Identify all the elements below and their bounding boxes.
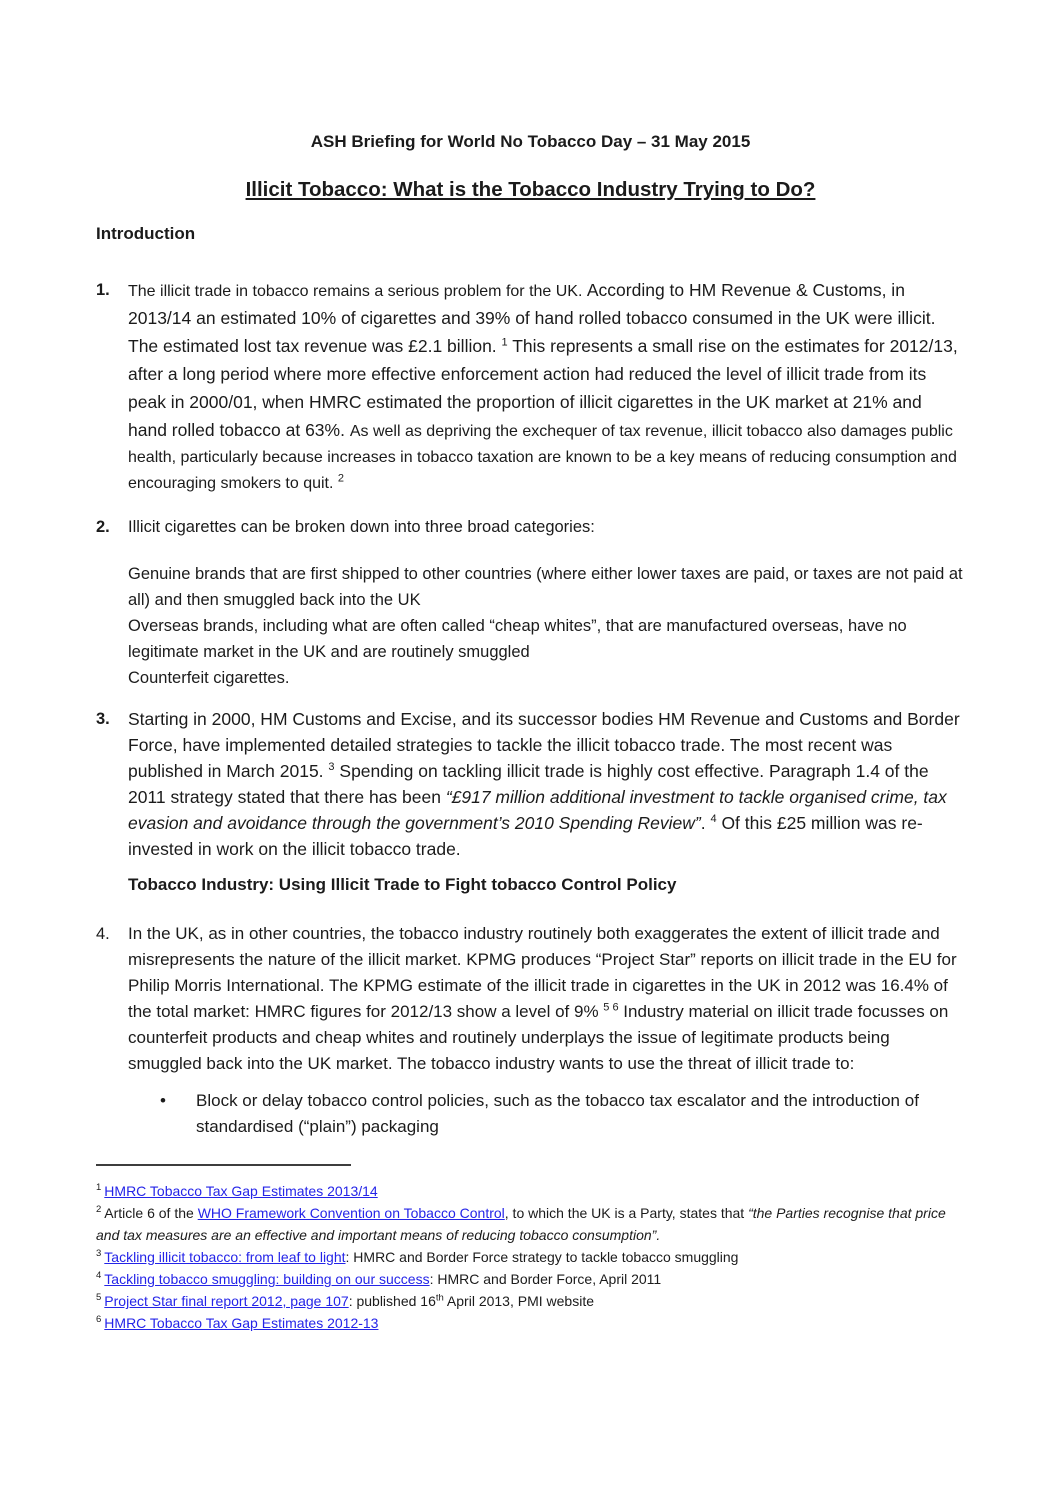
footnote-3-text: : HMRC and Border Force strategy to tackle tobacco smuggling <box>345 1249 739 1265</box>
category-item-counterfeit: Counterfeit cigarettes. <box>128 669 290 687</box>
footnote-3 <box>96 1246 965 1268</box>
footnote-separator <box>96 1164 351 1166</box>
footnote-1-link[interactable]: HMRC Tobacco Tax Gap Estimates 2013/14 <box>104 1183 378 1199</box>
footnote-4 <box>96 1268 965 1290</box>
paragraph-2-number: 2. <box>96 518 110 536</box>
footnote-6-link[interactable]: HMRC Tobacco Tax Gap Estimates 2012-13 <box>104 1315 379 1331</box>
footnote-2-text: Article 6 of the <box>104 1205 198 1221</box>
text-run: Industry material on illicit trade focusses on counterfeit products and cheap whites and routinely underplays the issue of legitimate products being smuggled back into the UK market. The tobacco industry wants to use the threat of illicit trade to: <box>128 1002 949 1073</box>
paragraph-3-text <box>128 706 965 862</box>
text-run: The illicit trade in tobacco remains a serious problem for the UK. <box>128 283 587 300</box>
footnote-ref-1: 1 <box>501 336 508 349</box>
footnote-5-number: 5 <box>96 1292 102 1304</box>
footnote-4-link[interactable]: Tackling tobacco smuggling: building on our success <box>104 1271 430 1287</box>
footnote-4-text: : HMRC and Border Force, April 2011 <box>429 1271 662 1287</box>
footnote-5-link[interactable]: Project Star final report 2012, page 107 <box>104 1293 349 1309</box>
category-list <box>128 561 965 691</box>
text-run: According to HM Revenue & Customs, in 2013/14 an estimated 10% of cigarettes and 39% of hand rolled tobacco consumed in the UK were illicit. The estimated lost tax revenue was £2.1 billion. <box>128 280 936 356</box>
footnote-1-number: 1 <box>96 1182 102 1194</box>
category-item-overseas-brands: Overseas brands, including what are often called “cheap whites”, that are manufactured overseas, have no legitimate market in the UK and are routinely smuggled <box>128 617 907 661</box>
footnote-ref-3: 3 <box>328 761 335 774</box>
quoted-text: “£917 million additional investment to tackle organised crime, tax evasion and avoidance through the government’s 2010 Spending Review” <box>128 787 947 833</box>
footnote-1 <box>96 1180 965 1202</box>
text-run: Of this £25 million was re-invested in work on the illicit tobacco trade. <box>128 813 923 859</box>
footnote-6-number: 6 <box>96 1314 102 1326</box>
footnote-5-text: : published 16 <box>348 1293 436 1309</box>
footnote-3-number: 3 <box>96 1248 102 1260</box>
footnote-2 <box>96 1202 965 1246</box>
paragraph-4-text <box>128 921 965 1077</box>
paragraph-2-lead: Illicit cigarettes can be broken down into three broad categories: <box>128 518 595 536</box>
footnote-ref-2: 2 <box>337 472 345 485</box>
bullet-text: Block or delay tobacco control policies, such as the tobacco tax escalator and the introduction of standardised (“plain”) packaging <box>196 1091 919 1136</box>
footnote-3-link[interactable]: Tackling illicit tobacco: from leaf to light <box>104 1249 346 1265</box>
footnote-ref-4: 4 <box>710 813 717 826</box>
paragraph-1 <box>96 277 965 497</box>
document-heading: Illicit Tobacco: What is the Tobacco Industry Trying to Do? <box>245 178 816 201</box>
footnote-5-ordinal: th <box>435 1292 444 1304</box>
footnote-6 <box>96 1312 965 1334</box>
paragraph-1-number: 1. <box>96 281 110 299</box>
paragraph-4-number: 4. <box>96 925 110 943</box>
paragraph-2-text <box>128 514 965 691</box>
footnotes-section <box>96 1180 965 1334</box>
footnote-2-link[interactable]: WHO Framework Convention on Tobacco Control <box>197 1205 505 1221</box>
category-item-genuine-brands: Genuine brands that are first shipped to other countries (where either lower taxes are paid, or taxes are not paid at all) and then smuggled back into the UK <box>128 565 963 609</box>
footnote-4-number: 4 <box>96 1270 102 1282</box>
paragraph-3-number: 3. <box>96 710 110 728</box>
section-heading-tobacco-industry: Tobacco Industry: Using Illicit Trade to Fight tobacco Control Policy <box>128 875 677 894</box>
text-run: As well as depriving the exchequer of tax revenue, illicit tobacco also damages public health, particularly because increases in tobacco taxation are known to be a key means of reducing consumption and encouraging smokers to quit. <box>128 423 957 492</box>
text-run: Spending on tackling illicit trade is highly cost effective. Paragraph 1.4 of the 2011 strategy stated that there has been <box>128 761 929 807</box>
footnote-2-quote: “the Parties recognise that price and tax measures are an effective and important means of reducing tobacco consumption”. <box>96 1205 946 1243</box>
bullet-item <box>160 1088 965 1140</box>
bullet-marker-icon: • <box>160 1091 166 1110</box>
footnote-5-text: April 2013, PMI website <box>443 1293 594 1309</box>
paragraph-1-text <box>128 277 965 497</box>
footnote-2-number: 2 <box>96 1204 102 1216</box>
footnote-2-text: , to which the UK is a Party, states that <box>504 1205 749 1221</box>
paragraph-4 <box>96 921 965 1077</box>
text-run: . <box>700 813 711 833</box>
paragraph-3 <box>96 706 965 862</box>
text-run: This represents a small rise on the estimates for 2012/13, after a long period where more effective enforcement action had reduced the level of illicit trade from its peak in 2000/01, when HMRC estimated the proportion of illicit cigarettes in the UK market at 21% and hand rolled tobacco at 63%. <box>128 336 958 440</box>
document-title: ASH Briefing for World No Tobacco Day – 31 May 2015 <box>310 132 751 151</box>
text-run: In the UK, as in other countries, the tobacco industry routinely both exaggerates the extent of illicit trade and misrepresents the nature of the illicit market. KPMG produces “Project Star” reports on illicit trade in the EU for Philip Morris International. The KPMG estimate of the illicit trade in cigarettes in the UK in 2012 was 16.4% of the total market: HMRC figures for 2012/13 show a level of 9% <box>128 924 957 1021</box>
text-run: Starting in 2000, HM Customs and Excise, and its successor bodies HM Revenue and Customs and Border Force, have implemented detailed strategies to tackle the illicit tobacco trade. The most recent was published in March 2015. <box>128 709 960 781</box>
footnote-ref-5-6: 5 6 <box>603 1001 619 1014</box>
footnote-5 <box>96 1290 965 1312</box>
paragraph-2 <box>96 514 965 691</box>
section-heading-introduction: Introduction <box>96 224 196 243</box>
